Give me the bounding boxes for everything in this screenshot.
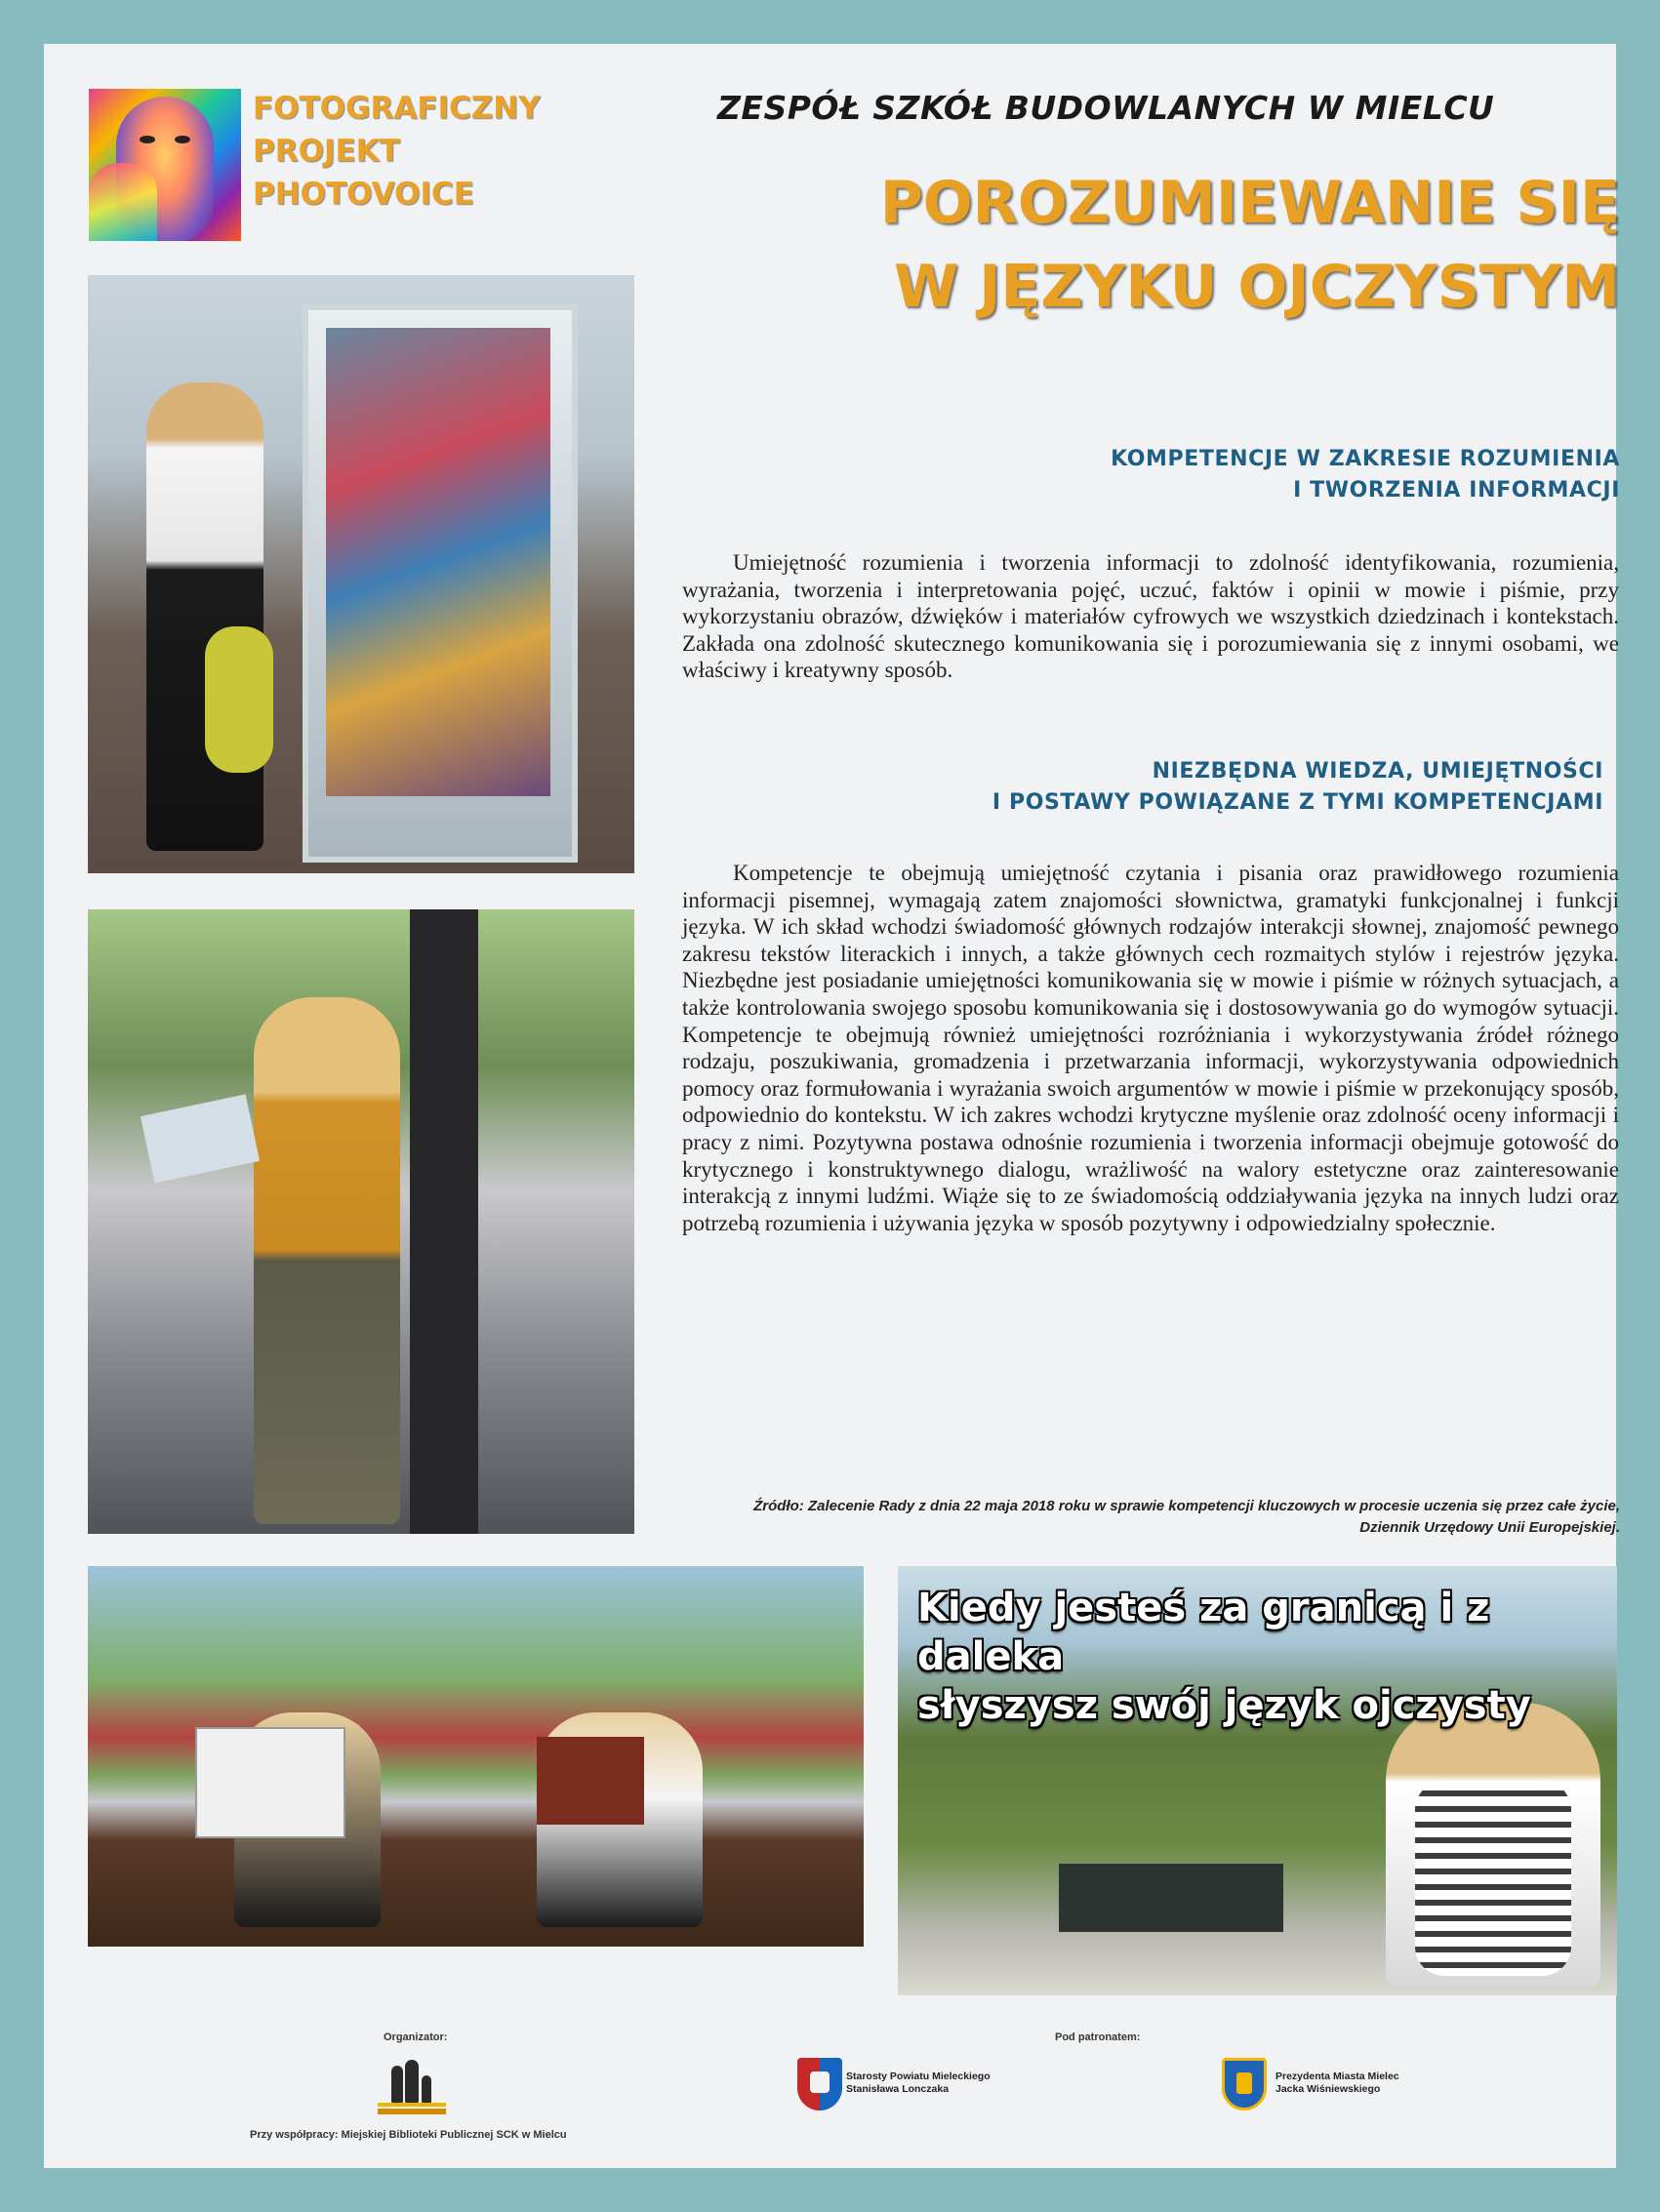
- source-citation: [649, 1496, 1620, 1539]
- section-title-line: KOMPETENCJE W ZAKRESIE ROZUMIENIA: [1111, 447, 1620, 471]
- organizer-logo: [378, 2056, 446, 2114]
- patron-county: [846, 2071, 991, 2096]
- patron-city: [1275, 2071, 1399, 2096]
- organizer-label: Organizator:: [384, 2031, 448, 2043]
- patron-line: Prezydenta Miasta Mielec: [1275, 2071, 1399, 2082]
- school-name: ZESPÓŁ SZKÓŁ BUDOWLANYCH W MIELCU: [717, 89, 1495, 127]
- section-title-knowledge-skills: [668, 756, 1603, 819]
- photovoice-logo-image: [89, 89, 241, 241]
- patron-line: Starosty Powiatu Mieleckiego: [846, 2071, 991, 2082]
- section-title-line: I POSTAWY POWIĄZANE Z TYMI KOMPETENCJAMI: [992, 790, 1603, 815]
- county-crest-logo: [797, 2058, 842, 2111]
- section-title-competences: [668, 444, 1620, 506]
- section-paragraph-competences: Umiejętność rozumienia i tworzenia informacji to zdolność identyfikowania, rozumienia, wyrażania, tworzenia i interpretowania pojęć, uczuć, faktów i opinii w mowie i piśmie, przy wykorzystaniu obrazów, dźwięków i materiałów cyfrowych we wszystkich dziedzinach i kontekstach. Zakłada ona zdolność skutecznego komunikowania się i porozumiewania się z innymi osobami, we właściwy i kreatywny sposób.: [682, 550, 1619, 683]
- cooperation-note: Przy współpracy: Miejskiej Biblioteki Publicznej SCK w Mielcu: [250, 2129, 567, 2141]
- title-line: W JĘZYKU OJCZYSTYM: [894, 253, 1620, 321]
- title-line: POROZUMIEWANIE SIĘ: [879, 169, 1620, 237]
- patron-line: Jacka Wiśniewskiego: [1275, 2083, 1381, 2095]
- source-line: Dziennik Urzędowy Unii Europejskiej.: [1359, 1519, 1620, 1536]
- page-title: [668, 161, 1620, 329]
- patron-line: Stanisława Lonczaka: [846, 2083, 950, 2095]
- photo-caption-line: Kiedy jesteś za granicą i z daleka: [917, 1586, 1490, 1679]
- logo-title-line: FOTOGRAFICZNY: [253, 91, 541, 126]
- photovoice-logo-title: [253, 87, 585, 216]
- logo-title-line: PHOTOVOICE: [253, 177, 474, 212]
- photo-girls-reading-map: [88, 909, 634, 1534]
- photo-girls-reading-outdoors: [88, 1566, 864, 1947]
- photo-caption-line: słyszysz swój język ojczysty: [917, 1683, 1531, 1728]
- photo-caption: [917, 1584, 1600, 1730]
- patronage-label: Pod patronatem:: [1055, 2031, 1141, 2043]
- section-paragraph-knowledge-skills: Kompetencje te obejmują umiejętność czytania i pisania oraz prawidłowego rozumienia informacji pisemnej, wymagają zatem znajomości słownictwa, gramatyki funkcjonalnej i funkcji języka. W ich skład wchodzi świadomość głównych rodzajów interakcji słownej, znajomość pewnego zakresu tekstów literackich i innych, a także głównych cech rozmaitych stylów i rejestrów języka. Niezbędne jest posiadanie umiejętności komunikowania się w mowie i piśmie w różnych sytuacjach, a także kontrolowania swojego sposobu komunikowania się i dostosowywania go do wymogów sytuacji. Kompetencje te obejmują również umiejętności rozróżniania i wykorzystywania źródeł różnego rodzaju, poszukiwania, gromadzenia i przetwarzania informacji, wykorzystywania odpowiednich pomocy oraz formułowania i wyrażania swoich argumentów w mowie i piśmie w przekonujący sposób, odpowiednio do kontekstu. W ich zakres wchodzi krytyczne myślenie oraz zdolność oceny informacji i pracy z nimi. Pozytywna postawa odnośnie rozumienia i tworzenia informacji obejmuje gotowość do krytycznego i konstruktywnego dialogu, wrażliwość na walory estetyczne oraz zainteresowanie interakcją z innymi ludźmi. Wiąże się to ze świadomością oddziaływania języka na innych ludzi oraz potrzebą rozumienia i używania języka w sposób pozytywny i odpowiedzialny społecznie.: [682, 861, 1619, 1235]
- section-title-line: I TWORZENIA INFORMACJI: [1293, 478, 1620, 503]
- poster: [44, 44, 1620, 2168]
- logo-title-line: PROJEKT: [253, 134, 400, 169]
- section-title-line: NIEZBĘDNA WIEDZA, UMIEJĘTNOŚCI: [1152, 759, 1603, 784]
- photo-girl-at-kiosk: [88, 275, 634, 873]
- city-crest-logo: [1222, 2058, 1267, 2111]
- source-line: Źródło: Zalecenie Rady z dnia 22 maja 2018 roku w sprawie kompetencji kluczowych w procesie uczenia się przez całe życie,: [753, 1498, 1620, 1514]
- photo-girls-on-bench-with-caption: [898, 1566, 1617, 1995]
